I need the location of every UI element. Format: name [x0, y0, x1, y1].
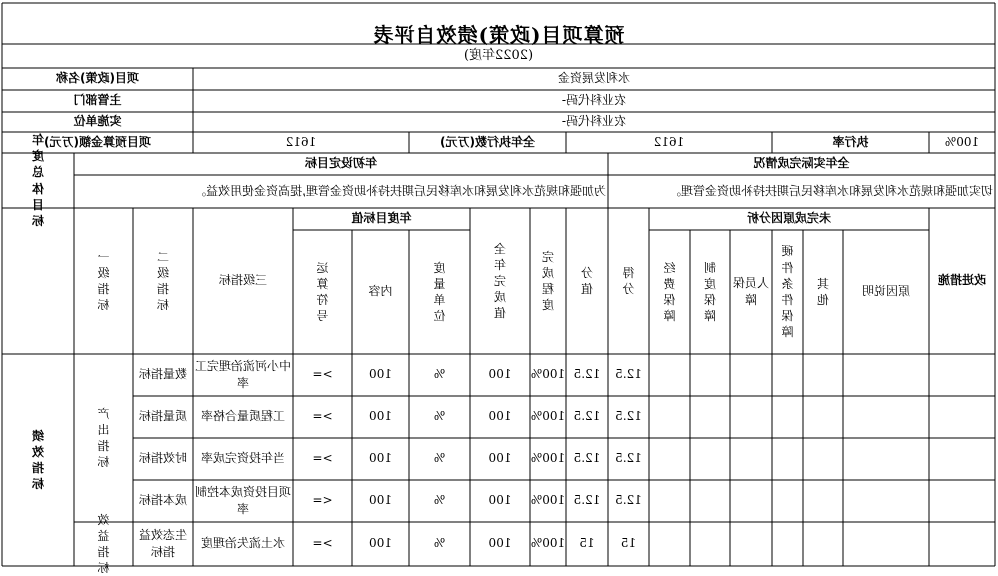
funding-empty-cell — [649, 354, 690, 396]
label-department: 主管部门 — [73, 93, 122, 108]
header-staff: 人员保障 — [733, 275, 770, 307]
improve-empty-cell — [929, 480, 995, 522]
funding-empty-cell — [649, 396, 690, 438]
reason-empty-cell — [843, 522, 929, 566]
header-hardware-text: 硬件条件保障 — [781, 244, 794, 340]
reason-empty-cell — [843, 438, 929, 480]
header-system — [690, 230, 730, 354]
header-completion — [530, 208, 566, 354]
table-title: 预算项目(政策)绩效自评表 — [372, 23, 625, 47]
value-department: 农业科代码- — [561, 93, 627, 108]
hardware-empty-cell — [772, 480, 803, 522]
full-year-cell: 100 — [488, 493, 512, 508]
header-operator — [293, 230, 352, 354]
label-performance — [2, 354, 74, 566]
weight-cell: 12.5 — [573, 451, 601, 466]
header-level3: 三级指标 — [219, 273, 268, 288]
header-level1-text: 一级指标 — [97, 249, 110, 313]
header-weight — [566, 208, 608, 354]
header-score — [608, 208, 649, 354]
header-unit-text: 度量单位 — [433, 260, 446, 324]
header-unit — [409, 230, 470, 354]
completion-cell: 100% — [530, 493, 566, 508]
level3-cell: 水土流失治理度 — [201, 536, 286, 551]
level3-cell: 当年投资完成率 — [201, 451, 286, 466]
value-actual: 1612 — [653, 134, 685, 149]
other-empty-cell — [803, 480, 843, 522]
unit-cell: % — [433, 409, 446, 424]
score-cell: 12.5 — [615, 451, 642, 466]
other-empty-cell — [803, 438, 843, 480]
improve-empty-cell — [929, 438, 995, 480]
header-level2-text: 二级指标 — [157, 249, 170, 313]
full-year-cell: 100 — [488, 367, 512, 382]
header-reason: 原因说明 — [862, 284, 911, 299]
other-empty-cell — [803, 522, 843, 566]
hardware-empty-cell — [772, 522, 803, 566]
value-rate: 100% — [944, 134, 980, 149]
level1-cell-text: 产出指标 — [97, 406, 110, 470]
hardware-empty-cell — [772, 396, 803, 438]
header-other — [803, 230, 843, 354]
system-empty-cell — [690, 522, 730, 566]
header-content: 内容 — [368, 284, 393, 299]
year-subtitle: (2022年度) — [463, 47, 534, 63]
system-empty-cell — [690, 480, 730, 522]
operator-cell: >= — [312, 451, 333, 466]
header-funding — [649, 230, 690, 354]
score-cell: 12.5 — [615, 367, 642, 382]
weight-cell: 12.5 — [573, 409, 601, 424]
content-cell: 100 — [369, 367, 392, 382]
reason-empty-cell — [843, 354, 929, 396]
funding-empty-cell — [649, 480, 690, 522]
label-annual-goal-text: 年度总体目标 — [32, 132, 45, 228]
reason-empty-cell — [843, 396, 929, 438]
improve-empty-cell — [929, 522, 995, 566]
completion-cell: 100% — [530, 367, 566, 382]
score-cell: 12.5 — [615, 409, 642, 424]
content-cell: 100 — [369, 493, 392, 508]
unit-cell: % — [433, 451, 446, 466]
staff-empty-cell — [730, 480, 772, 522]
system-empty-cell — [690, 438, 730, 480]
funding-empty-cell — [649, 438, 690, 480]
unit-cell: % — [433, 493, 446, 508]
operator-cell: >= — [312, 536, 333, 551]
completion-cell: 100% — [530, 409, 566, 424]
unit-cell: % — [433, 367, 446, 382]
level3-cell: 中小河流治理完工率 — [194, 358, 291, 390]
reason-empty-cell — [843, 480, 929, 522]
header-full-year — [470, 208, 530, 354]
funding-empty-cell — [649, 522, 690, 566]
header-funding-text: 经费保障 — [663, 260, 676, 324]
unit-cell: % — [433, 536, 446, 551]
score-cell: 15 — [620, 536, 637, 551]
level1-cell-text: 效益指标 — [97, 512, 110, 576]
full-year-cell: 100 — [488, 409, 512, 424]
weight-cell: 12.5 — [573, 493, 601, 508]
header-score-text: 得分 — [622, 265, 635, 296]
label-rate: 执行率 — [832, 134, 869, 149]
score-cell: 12.5 — [615, 493, 642, 508]
label-unit: 实施单位 — [73, 114, 122, 129]
hardware-empty-cell — [772, 438, 803, 480]
level3-cell: 工程质量合格率 — [201, 409, 286, 424]
label-project-name: 项目(政策)名称 — [56, 71, 139, 86]
header-operator-text: 运算符号 — [316, 260, 329, 324]
header-system-text: 制度保障 — [704, 260, 717, 324]
weight-cell: 15 — [579, 536, 595, 551]
label-actual: 全年执行数(万元) — [440, 134, 535, 149]
value-goal-text: 为加强和规范水利发展和水库移民后期扶持补助资金管理,提高资金使用效益。 — [194, 183, 606, 198]
header-weight-text: 分值 — [581, 265, 594, 296]
improve-empty-cell — [929, 354, 995, 396]
header-level2 — [133, 208, 193, 354]
label-performance-text: 绩效指标 — [32, 428, 45, 492]
level2-cell: 成本指标 — [139, 493, 188, 508]
header-improve: 改进措施 — [938, 273, 987, 288]
completion-cell: 100% — [530, 451, 566, 466]
staff-empty-cell — [730, 522, 772, 566]
level1-cell — [74, 512, 133, 576]
level2-cell: 数量指标 — [139, 367, 188, 382]
header-level1 — [74, 208, 133, 354]
system-empty-cell — [690, 354, 730, 396]
label-budget: 项目预算金额(万元) — [44, 134, 151, 149]
header-other-text: 其他 — [817, 276, 830, 307]
staff-empty-cell — [730, 396, 772, 438]
staff-empty-cell — [730, 354, 772, 396]
header-hardware — [772, 230, 803, 354]
content-cell: 100 — [369, 536, 392, 551]
operator-cell: <= — [312, 493, 333, 508]
level2-cell: 时效指标 — [139, 451, 188, 466]
full-year-cell: 100 — [488, 536, 512, 551]
operator-cell: >= — [312, 409, 333, 424]
level1-cell — [74, 354, 133, 522]
weight-cell: 12.5 — [573, 367, 601, 382]
level2-cell: 质量指标 — [139, 409, 188, 424]
header-incomplete: 未完成原因分析 — [747, 211, 832, 226]
operator-cell: >= — [312, 367, 333, 382]
label-goal-set: 年初设定目标 — [305, 156, 378, 171]
other-empty-cell — [803, 354, 843, 396]
label-annual-goal — [2, 132, 74, 228]
header-annual-target: 年度目标值 — [351, 211, 412, 226]
value-done-text: 切实加强和规范水利发展和水库移民后期扶持补助资金管理。 — [668, 183, 993, 198]
level2-cell: 生态效益指标 — [139, 527, 188, 559]
hardware-empty-cell — [772, 354, 803, 396]
header-full-year-text: 全年完成值 — [494, 241, 507, 321]
level3-cell: 项目投资成本控制率 — [194, 484, 291, 516]
header-completion-text: 完成程度 — [542, 249, 555, 313]
full-year-cell: 100 — [488, 451, 512, 466]
value-unit: 农业科代码- — [561, 114, 627, 129]
system-empty-cell — [690, 396, 730, 438]
value-budget: 1612 — [285, 134, 317, 149]
label-goal-done: 全年实际完成情况 — [753, 156, 850, 171]
content-cell: 100 — [369, 451, 392, 466]
improve-empty-cell — [929, 396, 995, 438]
staff-empty-cell — [730, 438, 772, 480]
value-project-name: 水利发展资金 — [558, 71, 631, 86]
completion-cell: 100% — [530, 536, 566, 551]
content-cell: 100 — [369, 409, 392, 424]
other-empty-cell — [803, 396, 843, 438]
